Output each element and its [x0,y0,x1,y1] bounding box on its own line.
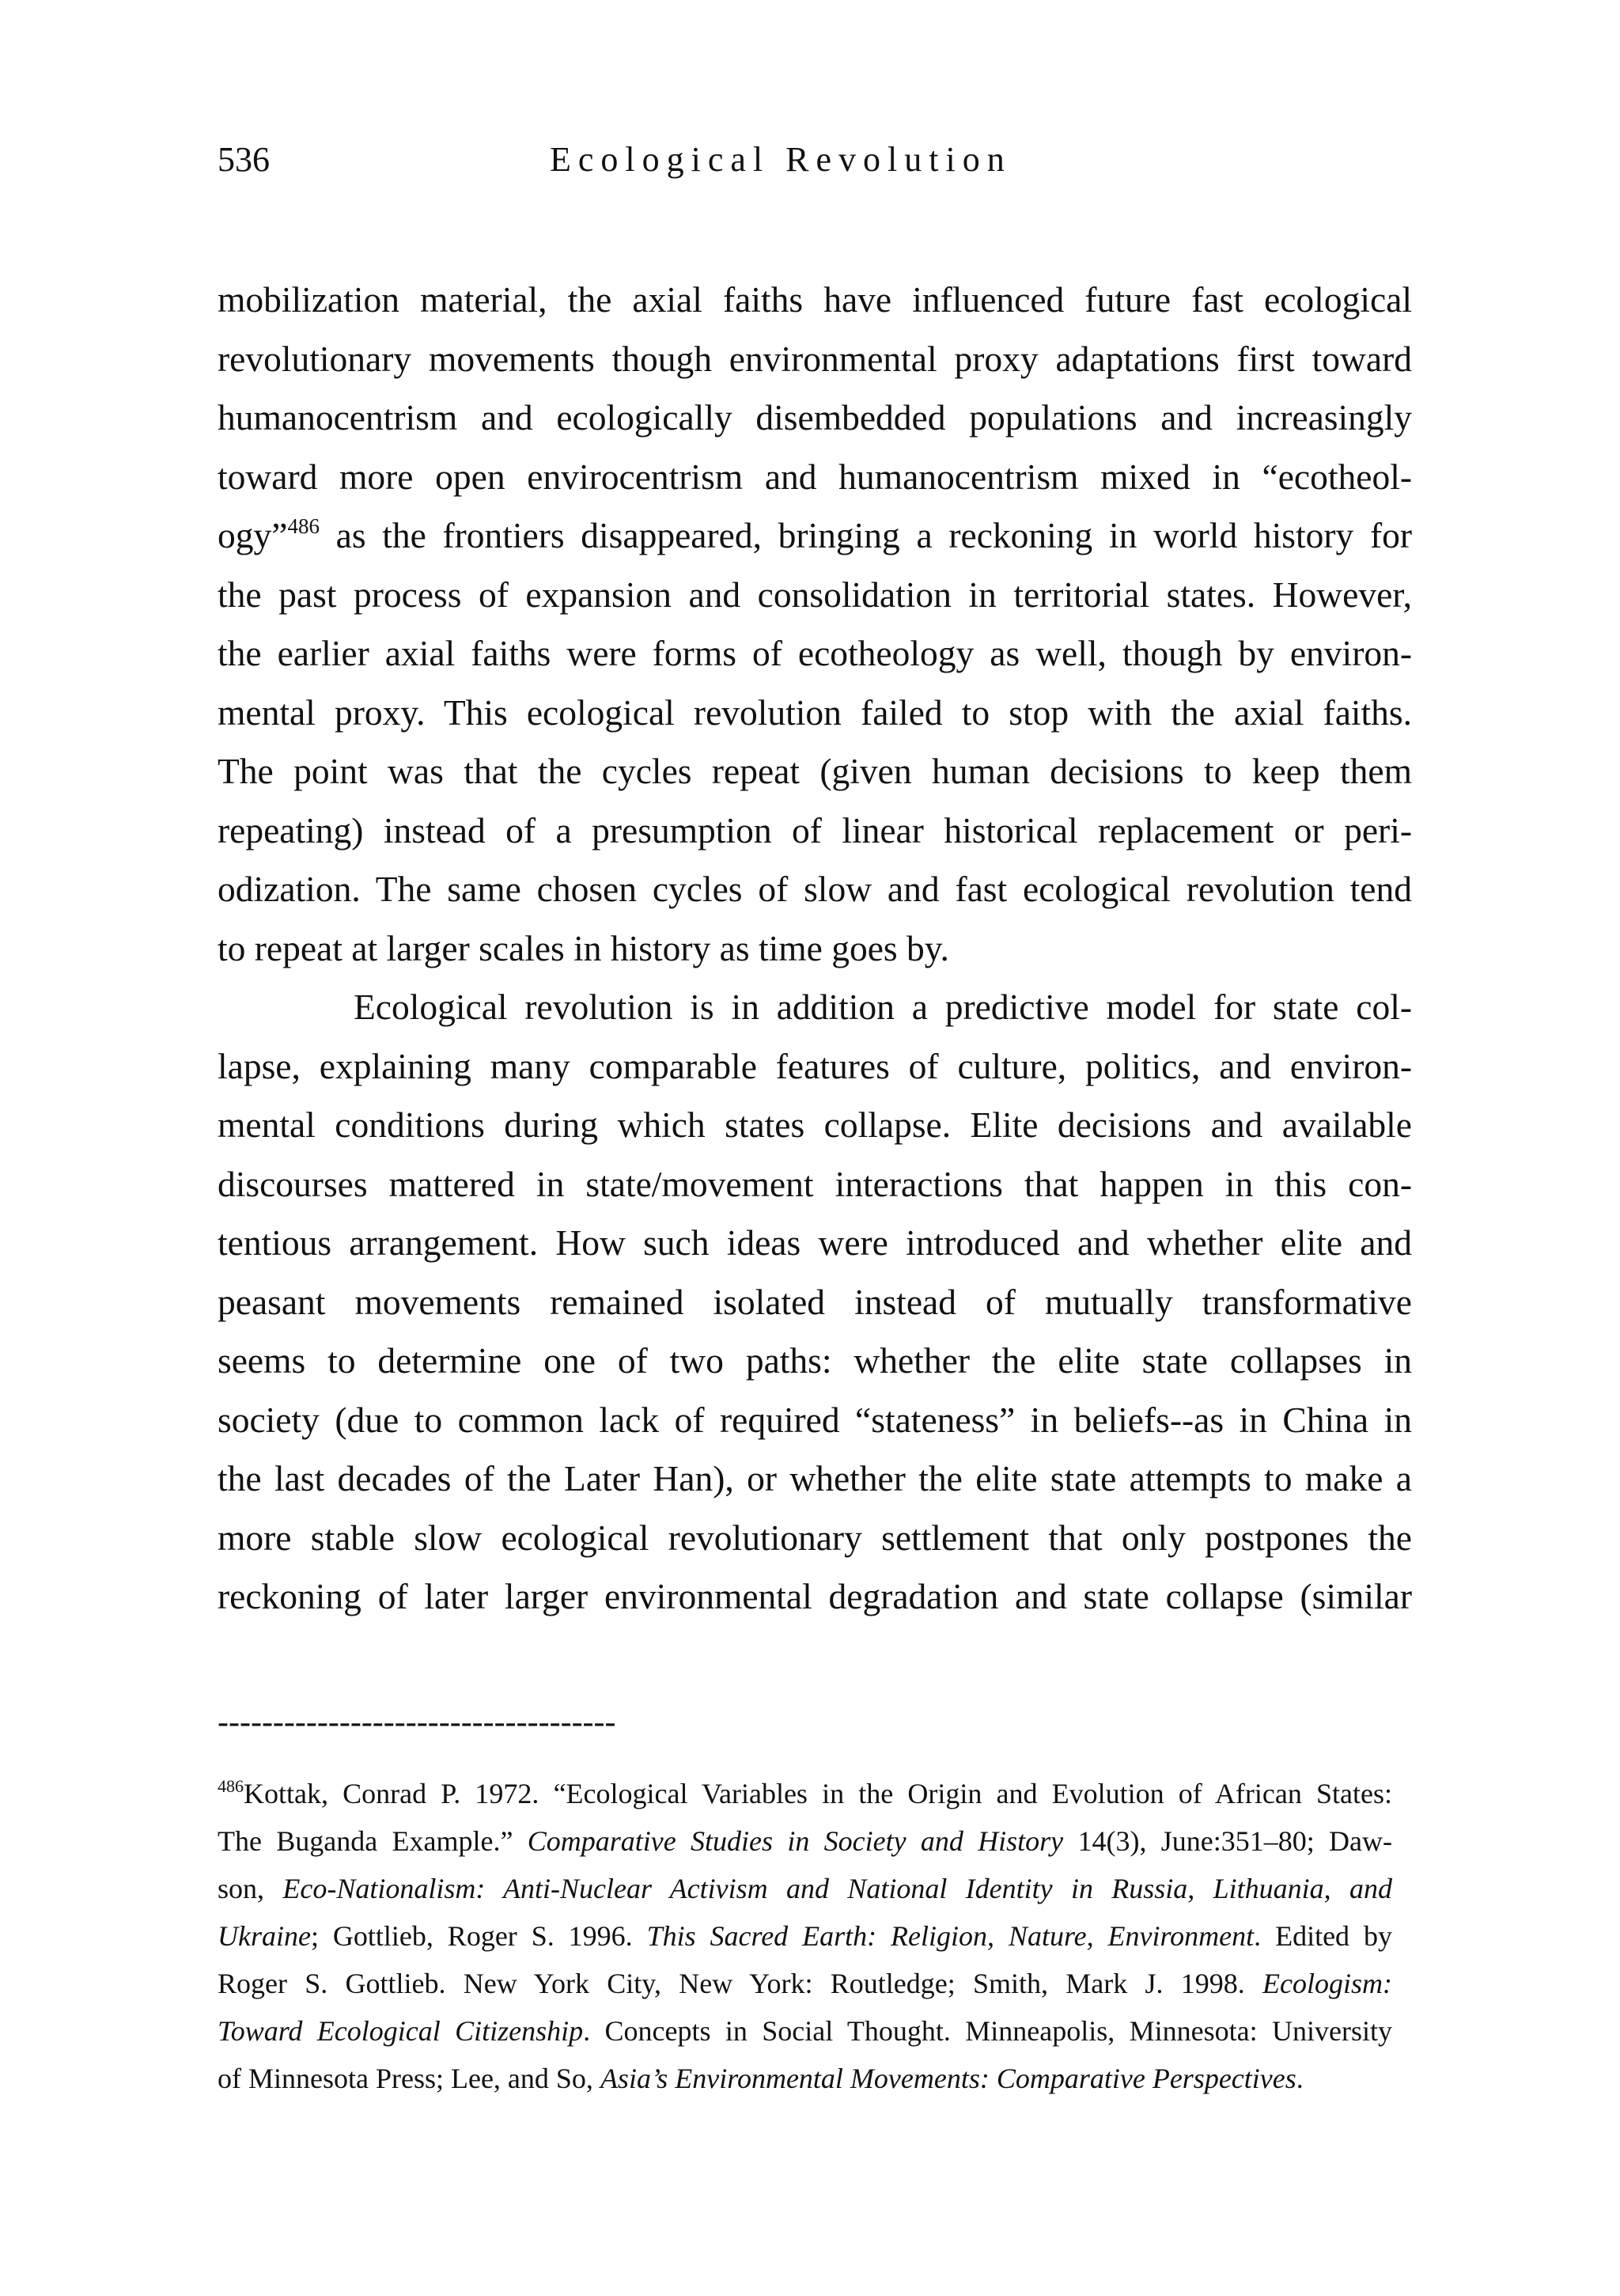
footnote-text: ; Gottlieb, Roger S. 1996. [310,1920,647,1952]
body-line: humanocentrism and ecologically disembedded populations and increasingly [218,397,1412,438]
footnote-separator: ------------------------------------ [218,1704,616,1741]
body-line: mobilization material, the axial faiths have influenced future fast ecological [218,279,1412,320]
footnote-book-title: Toward Ecological Citizenship [218,2015,584,2047]
footnote-book-title: Ukraine [218,1920,311,1952]
body-line: mental proxy. This ecological revolution failed to stop with the axial faiths. [218,691,1412,733]
footnote-text: . [1296,2063,1304,2094]
body-line: peasant movements remained isolated instead of mutually transformative [218,1281,1412,1322]
body-line: to repeat at larger scales in history as time goes by. [218,927,949,968]
body-line: the past process of expansion and consolidation in territorial states. However, [218,574,1412,615]
footnote-text: The Buganda Example.” [218,1825,528,1857]
footnote-text: of Minnesota Press; Lee, and So, [218,2063,600,2094]
footnote-reference: 486 [287,514,320,538]
body-line: mental conditions during which states collapse. Elite decisions and available [218,1104,1412,1145]
body-line: discourses mattered in state/movement interactions that happen in this con- [218,1163,1412,1204]
body-line: society (due to common lack of required “stateness” in beliefs--as in China in [218,1399,1412,1440]
body-line-text: as the frontiers disappeared, bringing a reckoning in world history for [319,515,1412,555]
body-line: lapse, explaining many comparable features of culture, politics, and environ- [218,1045,1412,1086]
footnote [218,1770,1392,2102]
footnote-line [218,2007,1392,2055]
footnote-line [218,1770,1392,1817]
page-header [218,136,1412,184]
footnote-book-title: This Sacred Earth: Religion, Nature, Environment [646,1920,1255,1952]
body-line: more stable slow ecological revolutionary settlement that only postpones the [218,1517,1412,1558]
footnote-marker: 486 [218,1776,244,1796]
body-line: the earlier axial faiths were forms of ecotheology as well, though by environ- [218,633,1412,673]
body-line: Ecological revolution is in addition a predictive model for state col- [354,987,1412,1027]
footnote-line [218,1865,1392,1912]
footnote-text: 14(3), June:351–80; Daw- [1063,1825,1392,1857]
body-line: the last decades of the Later Han), or whether the elite state attempts to make a [218,1458,1412,1498]
footnote-book-title: Asia’s Environmental Movements: Comparative Perspectives [600,2063,1296,2094]
footnote-text: . Concepts in Social Thought. Minneapolis, Minnesota: University [583,2015,1392,2047]
footnote-book-title: Ecologism: [1262,1968,1392,1999]
page-number: 536 [218,140,270,179]
body-text [218,271,1412,1627]
body-line: toward more open envirocentrism and humanocentrism mixed in “ecotheol- [218,456,1412,497]
body-line: odization. The same chosen cycles of slow and fast ecological revolution tend [218,869,1412,909]
body-line: repeating) instead of a presumption of linear historical replacement or peri- [218,809,1412,851]
running-title: Ecological Revolution [550,140,1012,179]
footnote-text: son, [218,1873,283,1904]
footnote-line [218,1960,1392,2007]
body-line: revolutionary movements though environmental proxy adaptations first toward [218,338,1412,379]
body-line: The point was that the cycles repeat (given human decisions to keep them [218,751,1412,791]
footnote-text: Kottak, Conrad P. 1972. “Ecological Variables in the Origin and Evolution of African States: [244,1778,1392,1809]
body-line: tentious arrangement. How such ideas were introduced and whether elite and [218,1222,1412,1263]
footnote-journal-title: Comparative Studies in Society and History [527,1825,1064,1857]
footnote-text: Roger S. Gottlieb. New York City, New York: Routledge; Smith, Mark J. 1998. [218,1968,1263,1999]
body-line-text: ogy” [218,515,288,555]
footnote-book-title: Eco-Nationalism: Anti-Nuclear Activism and National Identity in Russia, Lithuania, and [282,1873,1392,1904]
footnote-line [218,2055,1392,2102]
footnote-line [218,1817,1392,1865]
footnote-text: . Edited by [1254,1920,1392,1952]
body-line: seems to determine one of two paths: whether the elite state collapses in [218,1340,1412,1381]
body-line: reckoning of later larger environmental degradation and state collapse (similar [218,1576,1412,1616]
body-line [218,506,1412,566]
footnote-line [218,1912,1392,1960]
